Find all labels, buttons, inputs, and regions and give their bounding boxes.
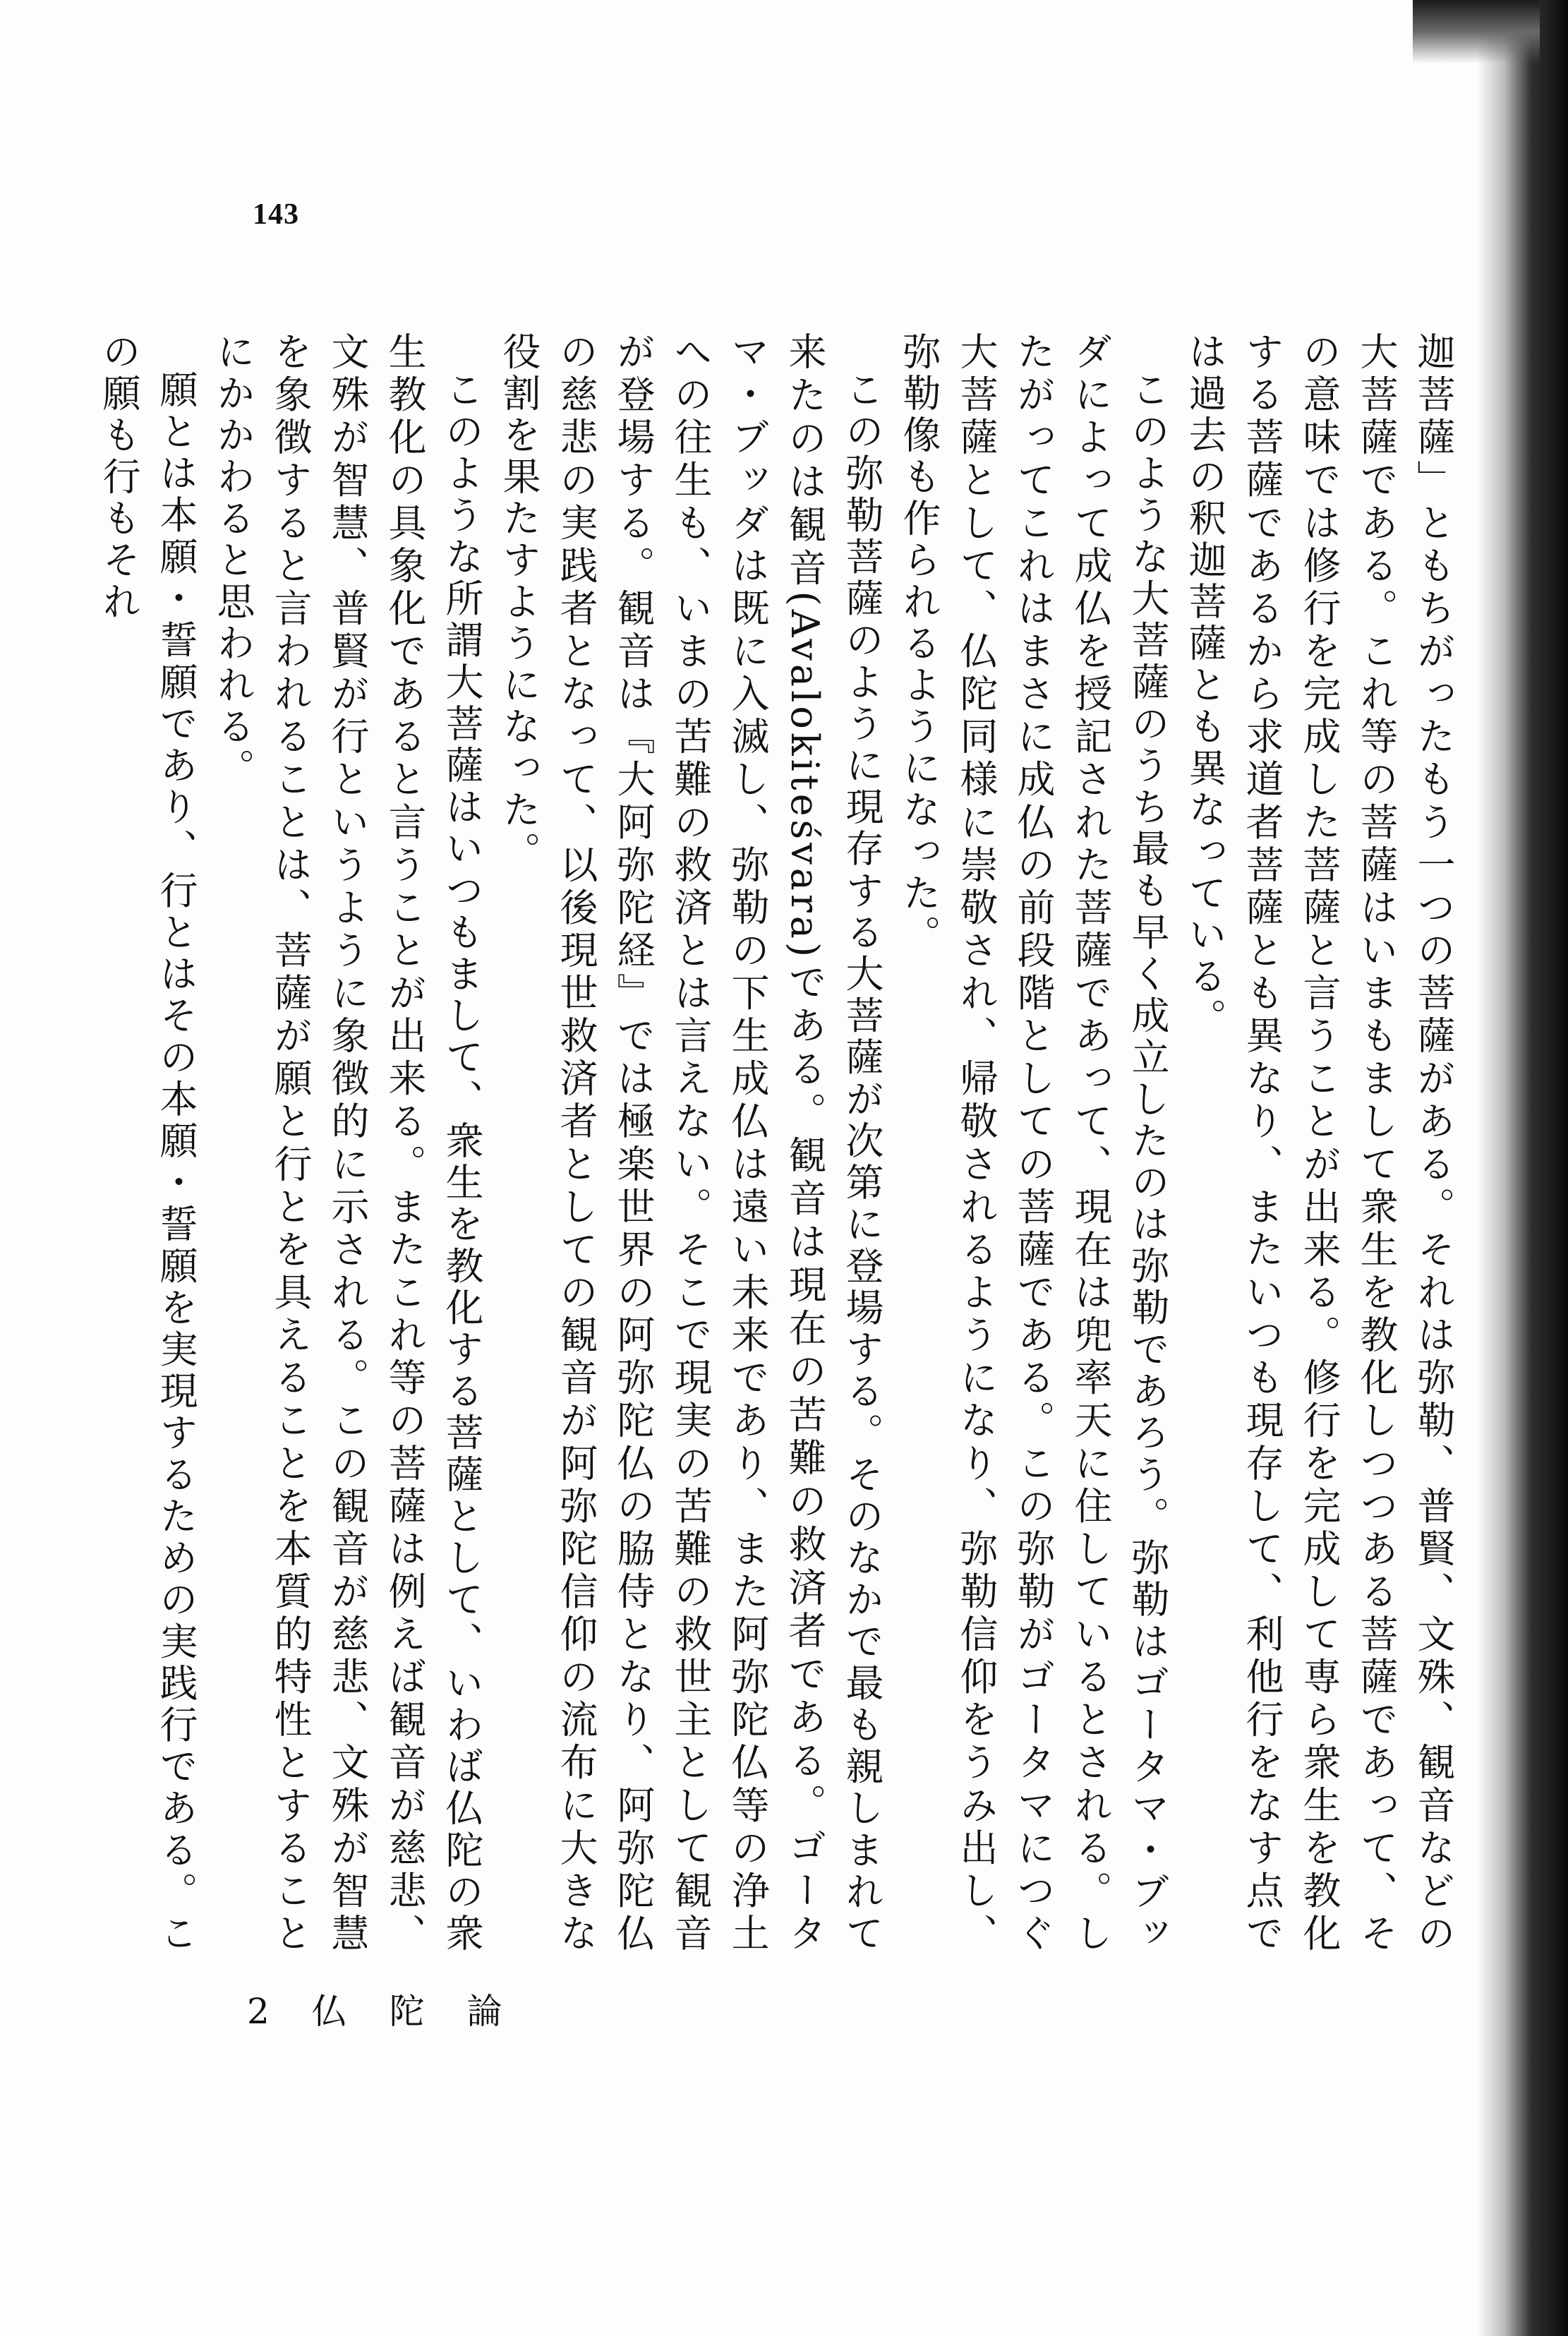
paragraph-2: このような大菩薩のうち最も早く成立したのは弥勒であろう。弥勒はゴータマ・ブッダによって成仏を授記された菩薩であって、現在は兜率天に住しているとされる。したがってこれはまさに成仏の前段階としての菩薩である。この弥勒がゴータマにつぐ大菩薩として、仏陀同様に崇敬され、帰敬されるようになり、弥勒信仰をうみ出し、弥勒像も作られるようになった。 xyxy=(897,332,1170,1955)
body-text xyxy=(93,332,1462,1955)
paragraph-3: この弥勒菩薩のように現存する大菩薩が次第に登場する。そのなかで最も親しまれて来たのは観音(Avalokiteśvara)である。観音は現在の苦難の救済者である。ゴータマ・ブッダは既に入滅し、弥勒の下生成仏は遠い未来であり、また阿弥陀仏等の浄土への往生も、いまの苦難の救済とは言えない。そこで現実の苦難の救世主として観音が登場する。観音は『大阿弥陀経』では極楽世界の阿弥陀仏の脇侍となり、阿弥陀仏の慈悲の実践者となって、以後現世救済者としての観音が阿弥陀信仰の流布に大きな役割を果たすようになった。 xyxy=(497,332,884,1956)
paragraph-4: このような所謂大菩薩はいつもまして、衆生を教化する菩薩として、いわば仏陀の衆生教化の具象化であると言うことが出来る。またこれ等の菩薩は例えば観音が慈悲、文殊が智慧、普賢が行というように象徴的に示される。この観音が慈悲、文殊が智慧を象徴すると言われることは、菩薩が願と行とを具えることを本質的特性とすることにかかわると思われる。 xyxy=(211,332,484,1956)
running-head: 2 仏 陀 論 xyxy=(247,1991,518,2032)
paragraph-1: 迦菩薩」ともちがったもう一つの菩薩がある。それは弥勒、普賢、文殊、観音などの大菩薩である。これ等の菩薩はいまもまして衆生を教化しつつある菩薩であって、その意味では修行を完成した菩薩と言うことが出来る。修行を完成して専ら衆生を教化する菩薩であるから求道者菩薩とも異なり、またいつも現存して、利他行をなす点では過去の釈迦菩薩とも異なっている。 xyxy=(1183,332,1456,1955)
paragraph-5: 願とは本願・誓願であり、行とはその本願・誓願を実現するための実践行である。この願も行もそれ xyxy=(97,332,198,1955)
page-edge-shadow xyxy=(1476,0,1568,2336)
corner-shadow xyxy=(1413,0,1540,64)
page-number: 143 xyxy=(253,198,299,231)
